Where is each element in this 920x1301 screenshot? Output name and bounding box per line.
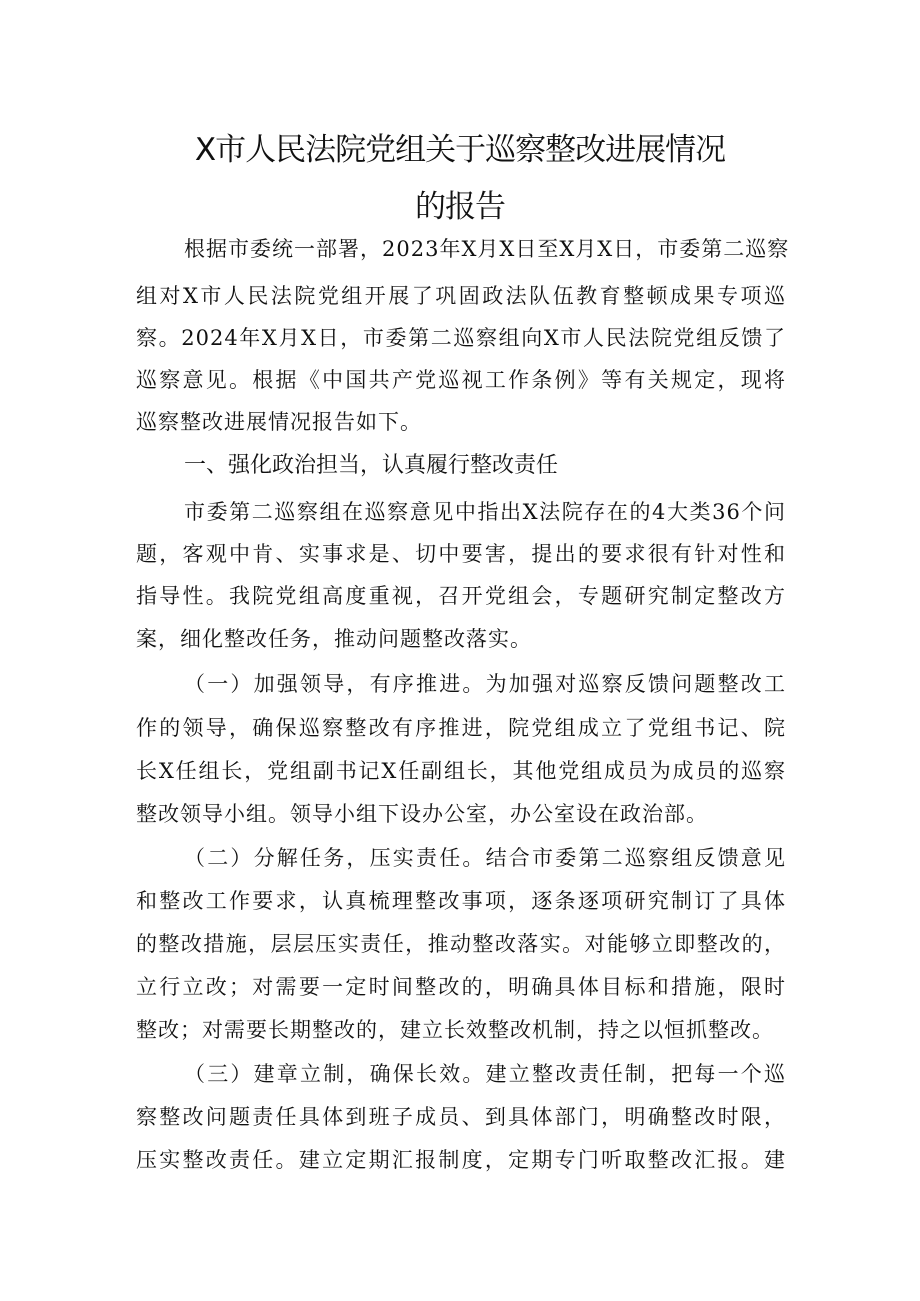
section-heading-1: 一、强化政治担当，认真履行整改责任 <box>184 453 559 478</box>
paragraph-5-line-1: （三）建章立制，确保长效。建立整改责任制，把每一个巡 <box>184 1062 786 1086</box>
document-title-line-2: 的报告 <box>415 189 505 225</box>
document-title-line-1: X市人民法院党组关于巡察整改进展情况 <box>194 132 726 168</box>
paragraph-2-line-1: 市委第二巡察组在巡察意见中指出X法院存在的4大类36个问 <box>184 500 786 524</box>
paragraph-1-line-2: 组对X市人民法院党组开展了巩固政法队伍教育整顿成果专项巡 <box>136 284 786 308</box>
paragraph-4-line-1: （二）分解任务，压实责任。结合市委第二巡察组反馈意见 <box>184 846 786 870</box>
paragraph-4-line-5: 整改；对需要长期整改的，建立长效整改机制，持之以恒抓整改。 <box>136 1018 774 1042</box>
paragraph-4-line-4: 立行立改；对需要一定时间整改的，明确具体目标和措施，限时 <box>136 975 786 999</box>
paragraph-5-line-3: 压实整改责任。建立定期汇报制度，定期专门听取整改汇报。建 <box>136 1148 786 1172</box>
paragraph-3-line-1: （一）加强领导，有序推进。为加强对巡察反馈问题整改工 <box>184 672 786 696</box>
paragraph-1-line-3: 察。2024年X月X日，市委第二巡察组向X市人民法院党组反馈了 <box>136 326 786 350</box>
paragraph-2-line-4: 案，细化整改任务，推动问题整改落实。 <box>136 627 532 651</box>
paragraph-4-line-2: 和整改工作要求，认真梳理整改事项，逐条逐项研究制订了具体 <box>136 889 786 913</box>
paragraph-5-line-2: 察整改问题责任具体到班子成员、到具体部门，明确整改时限， <box>136 1105 786 1129</box>
paragraph-3-line-4: 整改领导小组。领导小组下设办公室，办公室设在政治部。 <box>136 802 708 826</box>
paragraph-4-line-3: 的整改措施，层层压实责任，推动整改落实。对能够立即整改的， <box>136 932 786 956</box>
paragraph-1-line-5: 巡察整改进展情况报告如下。 <box>136 410 422 434</box>
paragraph-3-line-3: 长X任组长，党组副书记X任副组长，其他党组成员为成员的巡察 <box>136 759 786 783</box>
paragraph-1-line-4: 巡察意见。根据《中国共产党巡视工作条例》等有关规定，现将 <box>136 368 786 392</box>
paragraph-3-line-2: 作的领导，确保巡察整改有序推进，院党组成立了党组书记、院 <box>136 716 786 740</box>
paragraph-2-line-2: 题，客观中肯、实事求是、切中要害，提出的要求很有针对性和 <box>136 542 786 566</box>
paragraph-1-line-1: 根据市委统一部署，2023年X月X日至X月X日，市委第二巡察 <box>184 237 790 261</box>
paragraph-2-line-3: 指导性。我院党组高度重视，召开党组会，专题研究制定整改方 <box>136 584 786 608</box>
